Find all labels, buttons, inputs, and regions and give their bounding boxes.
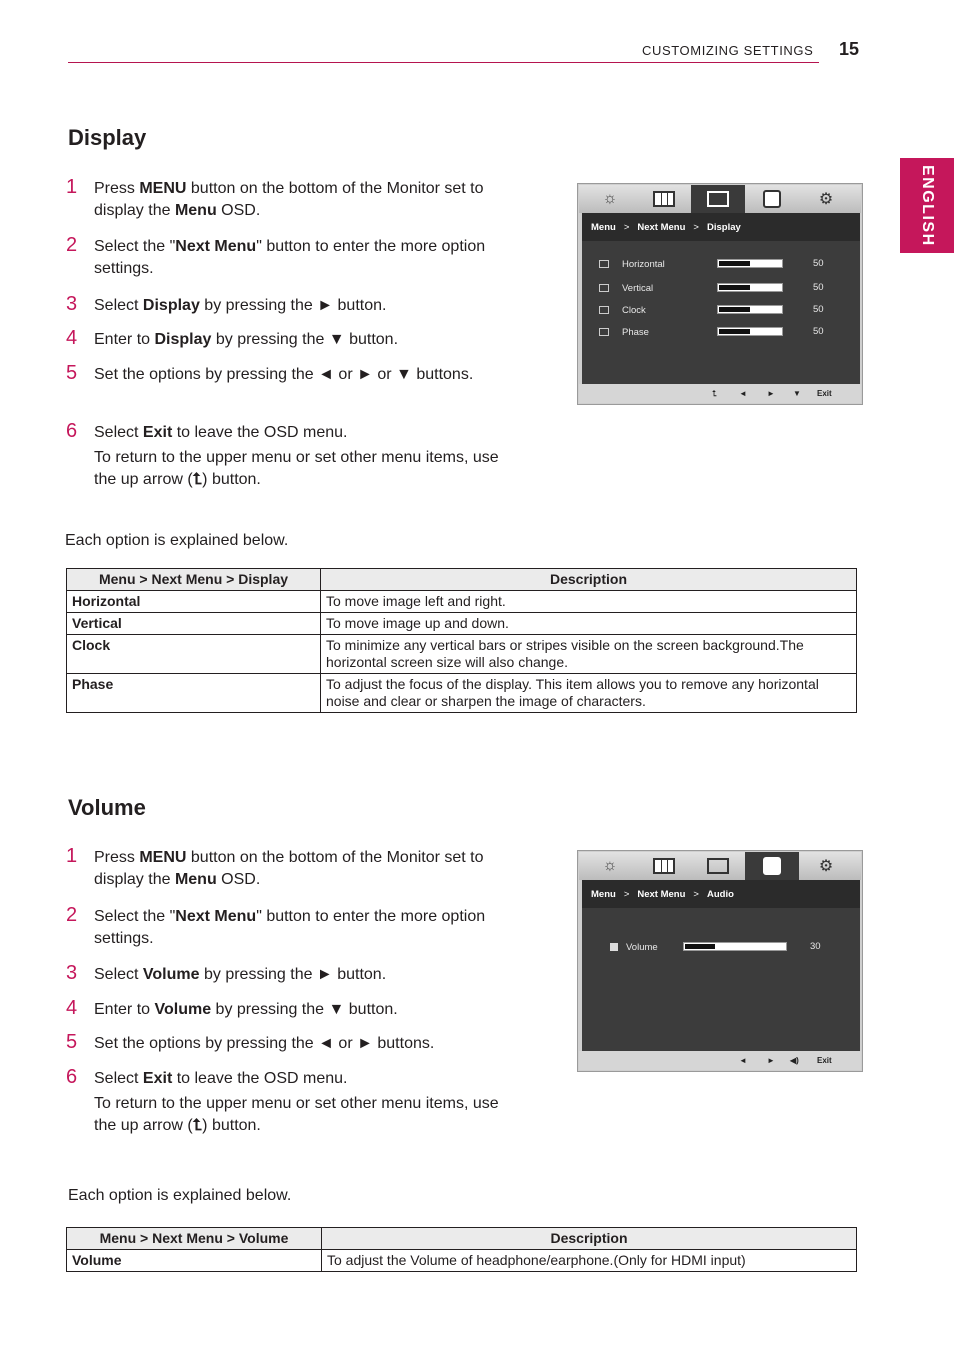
- osd-level-bar: [717, 305, 783, 314]
- option-icon: [599, 328, 609, 336]
- audio-icon: [745, 185, 799, 213]
- step-text: Select Display by pressing the ► button.: [94, 297, 387, 314]
- step-number: 4: [66, 997, 78, 1019]
- settings-icon: ⚙: [818, 191, 834, 208]
- page-number: 15: [839, 39, 860, 59]
- osd-right-button: ►: [767, 389, 775, 398]
- step-text: Select the "Next Menu" button to enter the more option settings.: [94, 238, 486, 277]
- osd-option-label: Phase: [622, 327, 649, 338]
- volume-options-table: [66, 1227, 857, 1272]
- speaker-icon: ◀): [790, 1056, 799, 1065]
- table-row: [67, 674, 857, 713]
- display-note-text: To return to the upper menu or set other menu items, use the up arrow (: [94, 449, 499, 488]
- osd-footer: [579, 384, 861, 403]
- osd-body: [582, 880, 860, 1051]
- osd-level-bar: [683, 942, 787, 951]
- step-text: Select Volume by pressing the ► button.: [94, 966, 387, 983]
- step-number: 3: [66, 293, 78, 315]
- osd-left-button: ◄: [739, 1056, 747, 1065]
- step-text: Set the options by pressing the ◄ or ► or ▼ buttons.: [94, 366, 474, 383]
- display-heading: Display: [68, 125, 147, 150]
- display-icon: [691, 852, 745, 880]
- table-header-menu: Menu > Next Menu > Volume: [67, 1228, 322, 1250]
- osd-breadcrumb: Menu > Next Menu > Display: [582, 213, 860, 241]
- osd-body: [582, 213, 860, 384]
- step-number: 5: [66, 362, 78, 384]
- audio-icon: [745, 852, 799, 880]
- language-tab: [900, 158, 954, 253]
- option-name: Vertical: [67, 613, 321, 635]
- step-text: Enter to Display by pressing the ▼ button.: [94, 331, 399, 348]
- up-arrow-icon: ⮤: [192, 1117, 203, 1134]
- language-tab-label: ENGLISH: [919, 165, 936, 247]
- step-text: Press MENU button on the bottom of the Monitor set to display the Menu OSD.: [94, 180, 484, 219]
- step-number: 5: [66, 1031, 78, 1053]
- osd-level-bar: [717, 283, 783, 292]
- table-header-menu: Menu > Next Menu > Display: [67, 569, 321, 591]
- option-description: To adjust the Volume of headphone/earphone.(Only for HDMI input): [322, 1250, 857, 1272]
- step-number: 2: [66, 234, 78, 256]
- osd-left-button: ◄: [739, 389, 747, 398]
- step-number: 1: [66, 176, 78, 198]
- option-icon: [599, 260, 609, 268]
- osd-footer: [579, 1051, 861, 1070]
- step-number: 1: [66, 845, 78, 867]
- picture-icon: [637, 852, 691, 880]
- osd-exit-button: Exit: [817, 1056, 832, 1065]
- osd-option-label: Clock: [622, 305, 646, 316]
- speaker-icon: [610, 943, 618, 951]
- osd-down-button: ▼: [793, 389, 801, 398]
- table-header-description: Description: [321, 569, 857, 591]
- option-description: To move image up and down.: [321, 613, 857, 635]
- header-divider: [68, 62, 819, 63]
- option-icon: [599, 284, 609, 292]
- display-return-note: [94, 447, 504, 491]
- step-number: 4: [66, 327, 78, 349]
- osd-option-label: Volume: [626, 942, 658, 953]
- step-text: Set the options by pressing the ◄ or ► buttons.: [94, 1035, 435, 1052]
- option-icon: [599, 306, 609, 314]
- volume-note-end: ) button.: [202, 1117, 261, 1134]
- osd-option-row: [582, 940, 860, 958]
- osd-tab-bar: [579, 185, 861, 213]
- osd-right-button: ►: [767, 1056, 775, 1065]
- osd-option-value: 50: [813, 326, 824, 337]
- osd-tab-bar: [579, 852, 861, 880]
- step-text: Select Exit to leave the OSD menu.: [94, 424, 348, 441]
- step-number: 6: [66, 1066, 78, 1088]
- osd-breadcrumb: Menu > Next Menu > Audio: [582, 880, 860, 908]
- table-row: [67, 591, 857, 613]
- osd-option-row: [582, 325, 860, 343]
- display-icon: [691, 185, 745, 213]
- option-description: To adjust the focus of the display. This item allows you to remove any horizontal noise and clear or sharpen the image of characters.: [321, 674, 857, 713]
- volume-return-note: [94, 1093, 504, 1137]
- display-osd-screenshot: [577, 183, 863, 405]
- option-description: To move image left and right.: [321, 591, 857, 613]
- step-text: Select the "Next Menu" button to enter the more option settings.: [94, 908, 486, 947]
- option-description: To minimize any vertical bars or stripes visible on the screen background.The horizontal screen size will also change.: [321, 635, 857, 674]
- osd-level-bar: [717, 259, 783, 268]
- option-name: Horizontal: [67, 591, 321, 613]
- step-number: 3: [66, 962, 78, 984]
- picture-icon: [637, 185, 691, 213]
- display-explain-text: Each option is explained below.: [65, 532, 289, 549]
- osd-option-row: [582, 257, 860, 275]
- osd-option-row: [582, 303, 860, 321]
- option-name: Clock: [67, 635, 321, 674]
- settings-icon: ⚙: [818, 858, 834, 875]
- header-section-title: CUSTOMIZING SETTINGS: [642, 43, 814, 58]
- table-row: [67, 1250, 857, 1272]
- volume-osd-screenshot: [577, 850, 863, 1072]
- volume-heading: Volume: [68, 795, 146, 820]
- up-arrow-icon: ⮤: [712, 389, 717, 398]
- table-row: [67, 613, 857, 635]
- osd-option-value: 50: [813, 258, 824, 269]
- step-number: 2: [66, 904, 78, 926]
- volume-note-text: To return to the upper menu or set other menu items, use the up arrow (: [94, 1095, 499, 1134]
- osd-level-bar: [717, 327, 783, 336]
- step-text: Enter to Volume by pressing the ▼ button.: [94, 1001, 398, 1018]
- brightness-icon: ☼: [602, 190, 618, 207]
- osd-option-label: Vertical: [622, 283, 654, 294]
- osd-option-value: 50: [813, 304, 824, 315]
- osd-exit-button: Exit: [817, 389, 832, 398]
- table-header-description: Description: [322, 1228, 857, 1250]
- step-number: 6: [66, 420, 78, 442]
- step-text: Select Exit to leave the OSD menu.: [94, 1070, 348, 1087]
- display-note-end: ) button.: [202, 471, 261, 488]
- display-options-table: [66, 568, 857, 713]
- osd-option-value: 30: [810, 941, 821, 952]
- osd-option-value: 50: [813, 282, 824, 293]
- up-arrow-icon: ⮤: [192, 471, 203, 488]
- table-row: [67, 635, 857, 674]
- osd-option-label: Horizontal: [622, 259, 665, 270]
- volume-explain-text: Each option is explained below.: [68, 1187, 292, 1204]
- osd-option-row: [582, 281, 860, 299]
- option-name: Phase: [67, 674, 321, 713]
- option-name: Volume: [67, 1250, 322, 1272]
- brightness-icon: ☼: [602, 857, 618, 874]
- step-text: Press MENU button on the bottom of the Monitor set to display the Menu OSD.: [94, 849, 484, 888]
